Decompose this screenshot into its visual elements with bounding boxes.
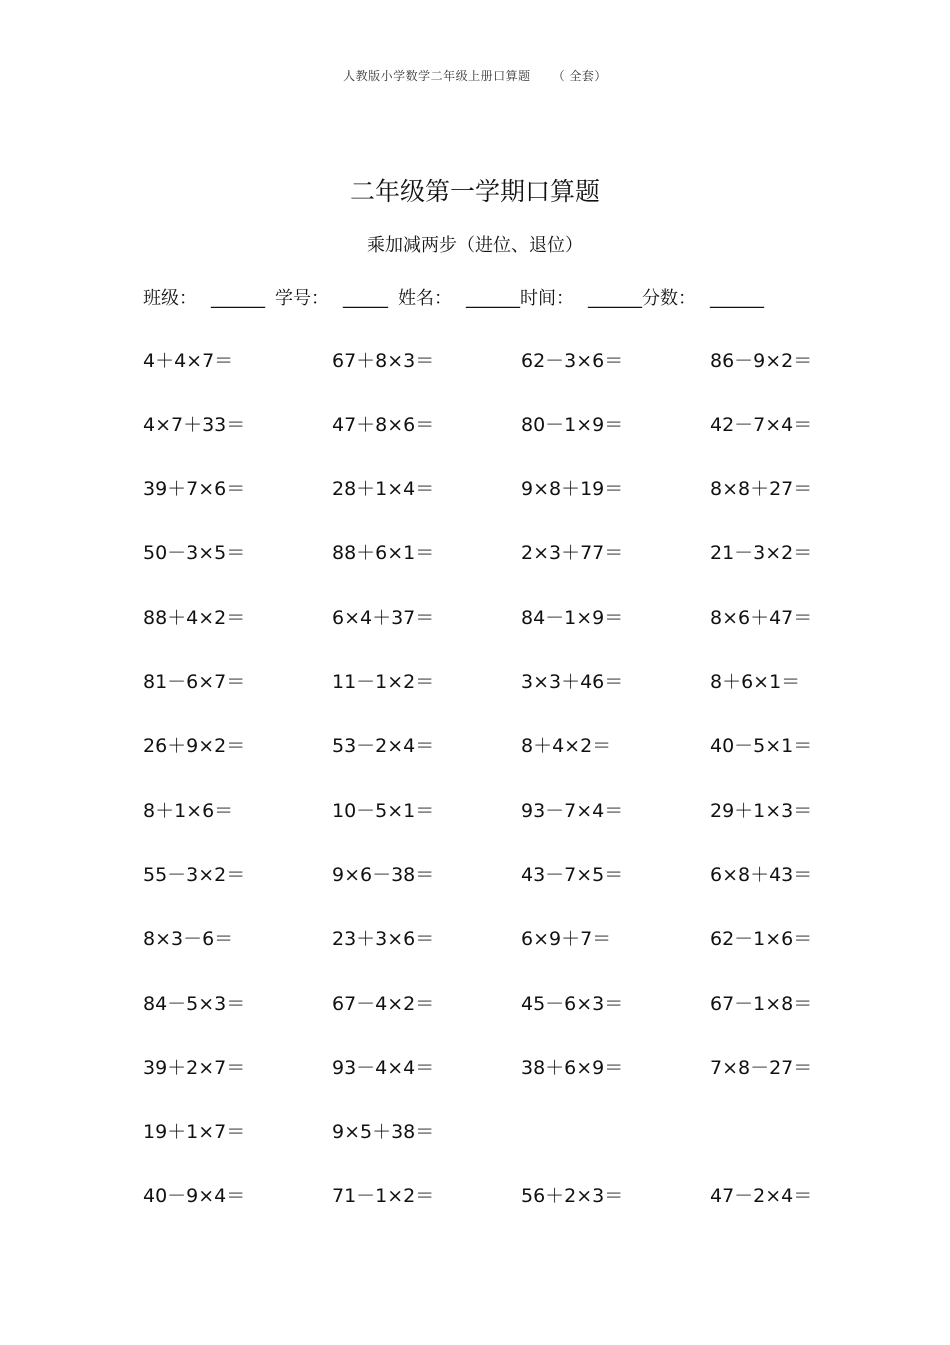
math-problem: 3×3＋46＝: [521, 671, 624, 693]
math-problem: 8＋4×2＝: [521, 735, 612, 757]
math-problem: 6×8＋43＝: [710, 864, 813, 886]
math-problem: 38＋6×9＝: [521, 1057, 624, 1079]
name-label: 姓名：: [398, 288, 452, 309]
math-problem: 6×9＋7＝: [521, 928, 612, 950]
math-problem: 2×3＋77＝: [521, 542, 624, 564]
math-problem: 67＋8×3＝: [332, 350, 435, 372]
math-problem: 56＋2×3＝: [521, 1185, 624, 1207]
math-problem: 67－1×8＝: [710, 993, 813, 1015]
math-problem: 84－1×9＝: [521, 607, 624, 629]
math-problem: 81－6×7＝: [143, 671, 246, 693]
math-problem: 42－7×4＝: [710, 414, 813, 436]
math-problem: 8×8＋27＝: [710, 478, 813, 500]
math-problem: 62－1×6＝: [710, 928, 813, 950]
math-problem: 53－2×4＝: [332, 735, 435, 757]
student-number-blank: _____: [343, 288, 388, 309]
class-blank: ______: [211, 288, 265, 309]
score-blank: ______: [710, 288, 764, 309]
math-problem: 28＋1×4＝: [332, 478, 435, 500]
math-problem: 8＋1×6＝: [143, 800, 234, 822]
math-problem: 84－5×3＝: [143, 993, 246, 1015]
math-problem: 67－4×2＝: [332, 993, 435, 1015]
math-problem: 80－1×9＝: [521, 414, 624, 436]
header-suffix: （ 全套）: [552, 69, 607, 83]
math-problem: 40－5×1＝: [710, 735, 813, 757]
math-problem: 9×8＋19＝: [521, 478, 624, 500]
math-problem: 47＋8×6＝: [332, 414, 435, 436]
page-title: 二年级第一学期口算题: [349, 177, 600, 206]
time-blank: ______: [588, 288, 642, 309]
math-problem: 39＋2×7＝: [143, 1057, 246, 1079]
time-label: 时间：: [520, 288, 574, 309]
math-problem: 4×7＋33＝: [143, 414, 246, 436]
math-problem: 10－5×1＝: [332, 800, 435, 822]
math-problem: 8×6＋47＝: [710, 607, 813, 629]
math-problem: 29＋1×3＝: [710, 800, 813, 822]
math-problem: 40－9×4＝: [143, 1185, 246, 1207]
math-problem: 47－2×4＝: [710, 1185, 813, 1207]
math-problem: 93－7×4＝: [521, 800, 624, 822]
student-number-label: 学号：: [275, 288, 329, 309]
math-problem: 88＋6×1＝: [332, 542, 435, 564]
math-problem: 43－7×5＝: [521, 864, 624, 886]
math-problem: 71－1×2＝: [332, 1185, 435, 1207]
header-text: 人教版小学数学二年级上册口算题: [343, 69, 531, 83]
score-label: 分数：: [642, 288, 696, 309]
math-problem: 86－9×2＝: [710, 350, 813, 372]
math-problem: 7×8－27＝: [710, 1057, 813, 1079]
student-info-line: [143, 284, 764, 310]
name-blank: ______: [466, 288, 520, 309]
math-problem: 26＋9×2＝: [143, 735, 246, 757]
page-header: [0, 67, 950, 84]
math-problem: 39＋7×6＝: [143, 478, 246, 500]
page-subtitle: 乘加减两步（进位、退位）: [367, 235, 583, 256]
math-problem: 23＋3×6＝: [332, 928, 435, 950]
math-problem: 9×5＋38＝: [332, 1121, 435, 1143]
math-problem: 55－3×2＝: [143, 864, 246, 886]
math-problem: 88＋4×2＝: [143, 607, 246, 629]
math-problem: 62－3×6＝: [521, 350, 624, 372]
math-problem: 8＋6×1＝: [710, 671, 801, 693]
math-problem: 50－3×5＝: [143, 542, 246, 564]
math-problem: 8×3－6＝: [143, 928, 234, 950]
math-problem: 6×4＋37＝: [332, 607, 435, 629]
math-problem: 45－6×3＝: [521, 993, 624, 1015]
class-label: 班级：: [143, 288, 197, 309]
math-problem: 4＋4×7＝: [143, 350, 234, 372]
math-problem: 21－3×2＝: [710, 542, 813, 564]
math-problem: 19＋1×7＝: [143, 1121, 246, 1143]
math-problem: 9×6－38＝: [332, 864, 435, 886]
math-problem: 93－4×4＝: [332, 1057, 435, 1079]
math-problem: 11－1×2＝: [332, 671, 435, 693]
